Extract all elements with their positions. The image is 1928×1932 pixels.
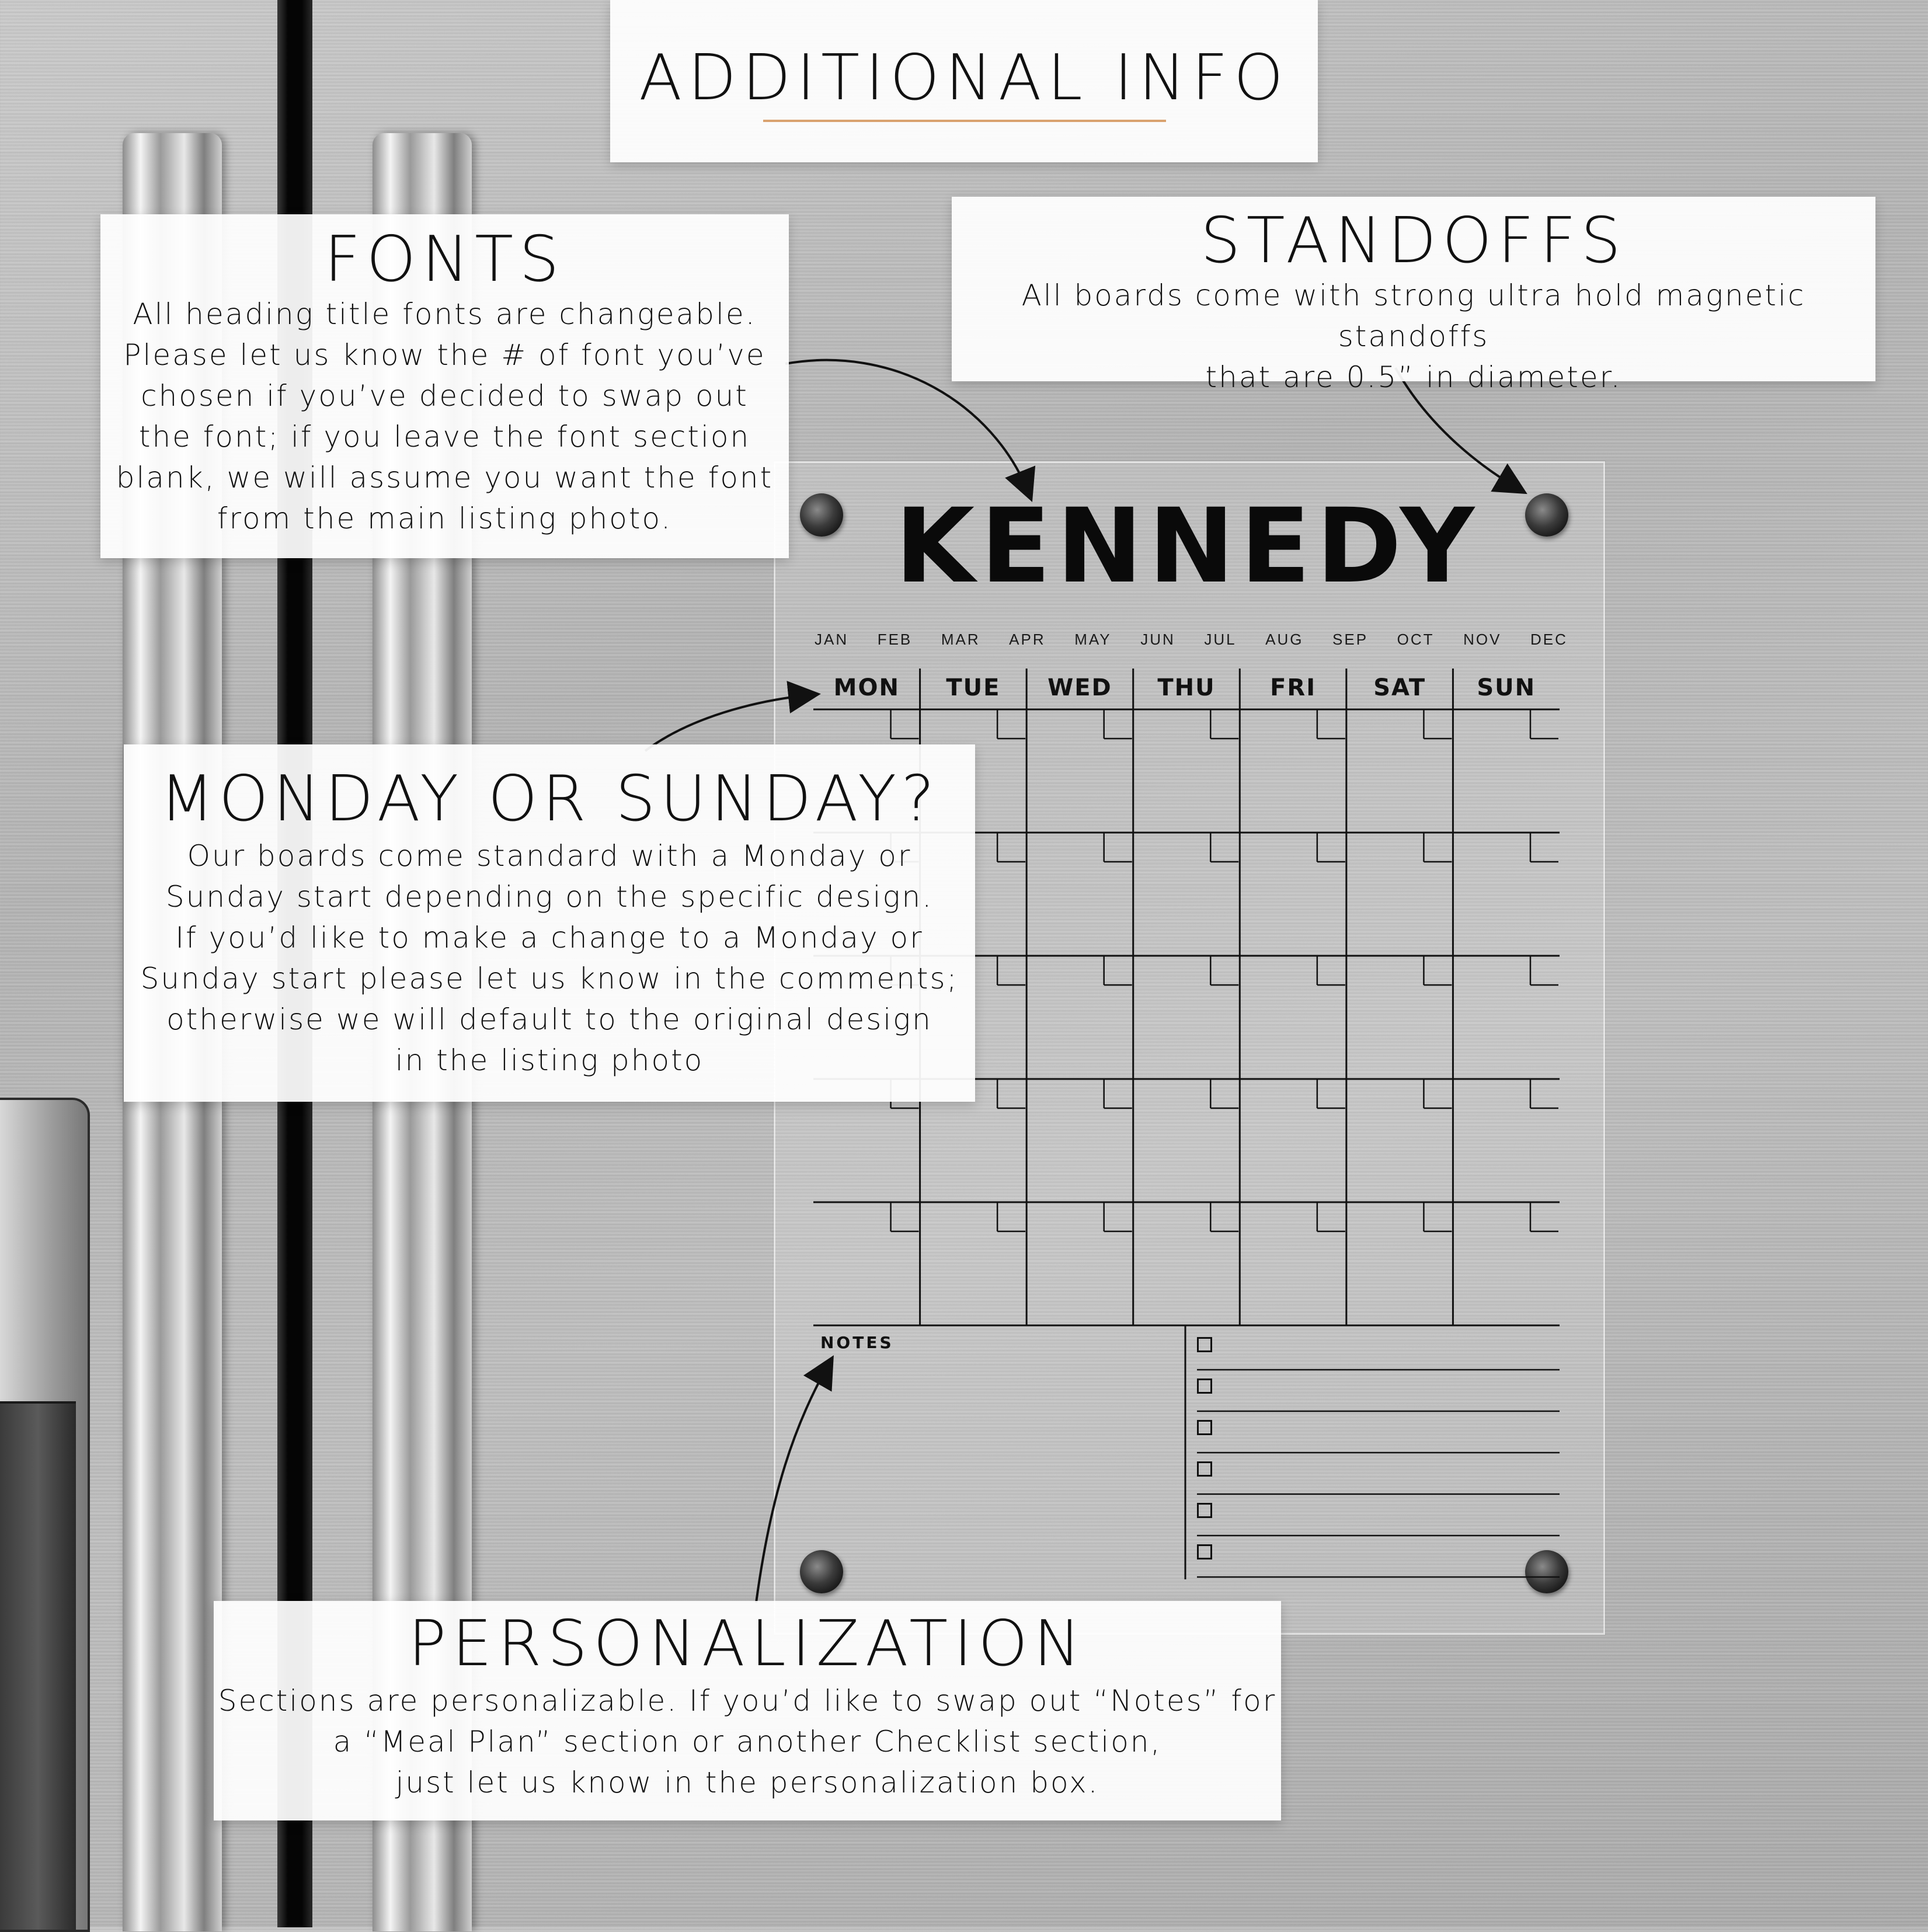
month-label: MAY [1074,631,1112,648]
fonts-body: All heading title fonts are changeable. Please let us know the # of font you’ve chosen if you’ve decided to swap out the font; if you leave the font section blank, we will assume you want the font from the main listing photo. [116,297,774,535]
monday-or-sunday-title: MONDAY OR SUNDAY? [159,763,939,836]
month-label: MAR [941,631,980,648]
header-title: ADDITIONAL INFO [639,41,1289,114]
month-label: JAN [815,631,849,648]
header-accent-underline [763,120,1166,122]
weekday-label: WED [1047,674,1112,701]
month-label: SEP [1332,631,1369,648]
fonts-card [100,214,789,558]
weekday-label: SUN [1477,674,1536,701]
personalization-title: PERSONALIZATION [408,1607,1087,1680]
month-label: NOV [1463,631,1502,648]
personalization-card [214,1601,1281,1820]
month-label: OCT [1397,631,1435,648]
month-label: FEB [877,631,913,648]
monday-or-sunday-body: Our boards come standard with a Monday or Sunday start depending on the specific design. If you’d like to make a change to a Monday or Sunday start please let us know in the comments; otherwise we will default to the original design in the listing photo [140,839,959,1077]
month-label: JUL [1204,631,1237,648]
weekday-label: SAT [1373,674,1426,701]
arrow-monday-to-weekday [645,695,812,751]
fonts-title: FONTS [324,223,565,296]
month-label: AUG [1265,631,1304,648]
monday-or-sunday-card [124,744,975,1102]
month-label: APR [1009,631,1046,648]
weekday-label: THU [1157,674,1216,701]
personalization-body: Sections are personalizable. If you’d like to swap out “Notes” for a “Meal Plan” section or another Checklist section, just let us know in the personalization box. [218,1684,1277,1799]
weekday-label: FRI [1270,674,1317,701]
notes-label: NOTES [820,1333,894,1352]
standoffs-title: STANDOFFS [1200,204,1627,277]
standoffs-card [952,197,1875,394]
month-label: JUN [1140,631,1175,648]
month-label: DEC [1530,631,1568,648]
weekday-label: MON [833,674,900,701]
board-family-name: KENNEDY [895,486,1481,606]
standoffs-body: All boards come with strong ultra hold magnetic standoffs that are 0.5” in diameter. [1021,279,1806,394]
weekday-label: TUE [946,674,1001,701]
additional-info-header [610,0,1318,162]
arrow-personalization-to-notes [756,1363,829,1603]
